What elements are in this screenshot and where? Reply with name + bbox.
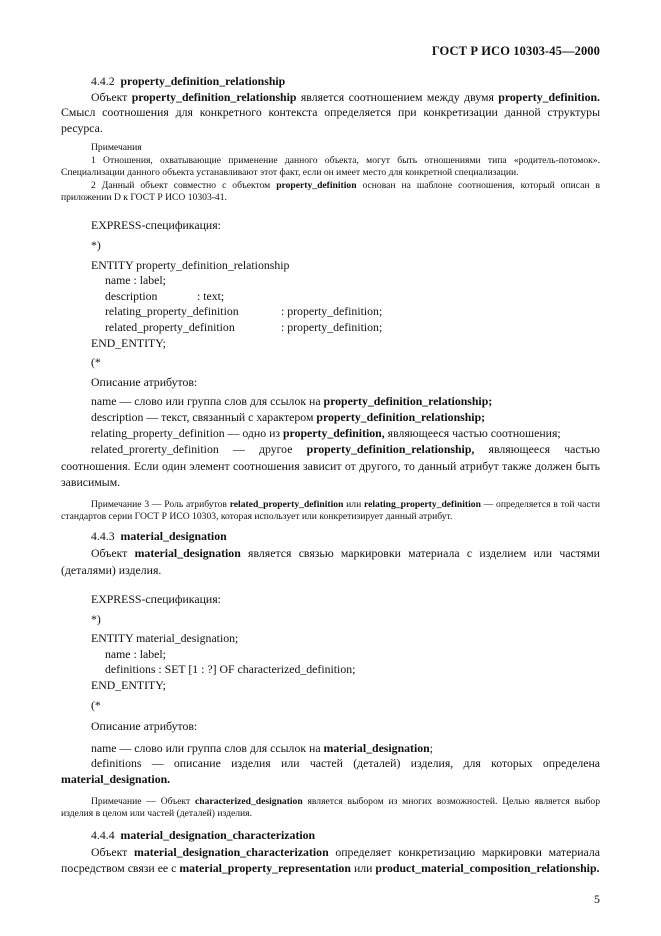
attr-desc-name: name — слово или группа слов для ссылок на property_definition_relationship; — [91, 394, 493, 409]
note-4-4-3: Примечание — Объект characterized_designation является выбором из многих возможностей. Целью является выбор изделия в целом или частей (деталей) изделия. — [61, 795, 600, 819]
attr-desc-description: description — текст, связанный с характером property_definition_relationship; — [91, 409, 486, 424]
express-code-block: *) ENTITY material_designation; name : label; definitions : SET [1 : ?] OF characterized_definition; END_ENTITY; (* — [91, 611, 356, 712]
page-content — [61, 74, 600, 877]
notes-title: Примечания — [91, 142, 142, 154]
note-1: 1 Отношения, охватывающие применение данного объекта, могут быть отношениями типа «родитель-потомок». Специализации данного объекта устанавливают этот факт, если он имеет место для конкретной специализации. — [61, 154, 600, 179]
attributes-label: Описание атрибутов: — [91, 719, 198, 734]
attr-desc-definitions: definitions — описание изделия или частей (деталей) изделия, для которых определена material_designation. — [61, 756, 600, 786]
paragraph: Объект material_designation_characterization определяет конкретизацию маркировки материала посредством связи ее с material_property_representation или product_material_composition_relationship. — [61, 844, 600, 876]
section-heading-4-4-2: 4.4.2 property_definition_relationship — [91, 74, 286, 88]
document-header: ГОСТ Р ИСО 10303-45—2000 — [431, 44, 600, 58]
section-heading-4-4-3: 4.4.3 material_designation — [91, 529, 227, 544]
note-3: Примечание 3 — Роль атрибутов related_property_definition или relating_property_definition — определяется в той части стандартов серии ГОСТ Р ИСО 10303, которая использует или конкретизирует данный атрибут. — [61, 498, 601, 523]
express-label: EXPRESS-спецификация: — [91, 218, 221, 233]
note-2: 2 Данный объект совместно с объектом property_definition основан на шаблоне соотношения, который описан в приложении D к ГОСТ Р ИСО 10303-41. — [61, 179, 600, 203]
paragraph: Объект material_designation является связью маркировки материала с изделием или частями (деталями) изделия. — [61, 546, 600, 577]
express-label: EXPRESS-спецификация: — [91, 592, 221, 607]
attr-desc-name: name — слово или группа слов для ссылок на material_designation; — [91, 740, 433, 755]
attr-desc-relating: relating_property_definition — одно из property_definition, являющееся частью соотношения; — [91, 425, 561, 440]
page-number: 5 — [594, 892, 600, 906]
paragraph: Объект property_definition_relationship является соотношением между двумя property_definition. Смысл соотношения для конкретного контекста определяется при конкретизации данной структуры ресурса. — [61, 89, 600, 135]
express-code-block: *) ENTITY property_definition_relationship name : label; description : text; relating_property_definition : property_definition; related_property_definition : property_definition; END_ENTITY; (* — [91, 238, 383, 370]
section-heading-4-4-4: 4.4.4 material_designation_characterization — [91, 828, 316, 843]
attr-desc-related: related_prorerty_definition — другое property_definition_relationship, являющееся частью соотношения. Если один элемент соотношения зависит от другого, то данный атрибут также должен быть зависимым. — [61, 442, 600, 490]
attributes-label: Описание атрибутов: — [91, 374, 198, 389]
